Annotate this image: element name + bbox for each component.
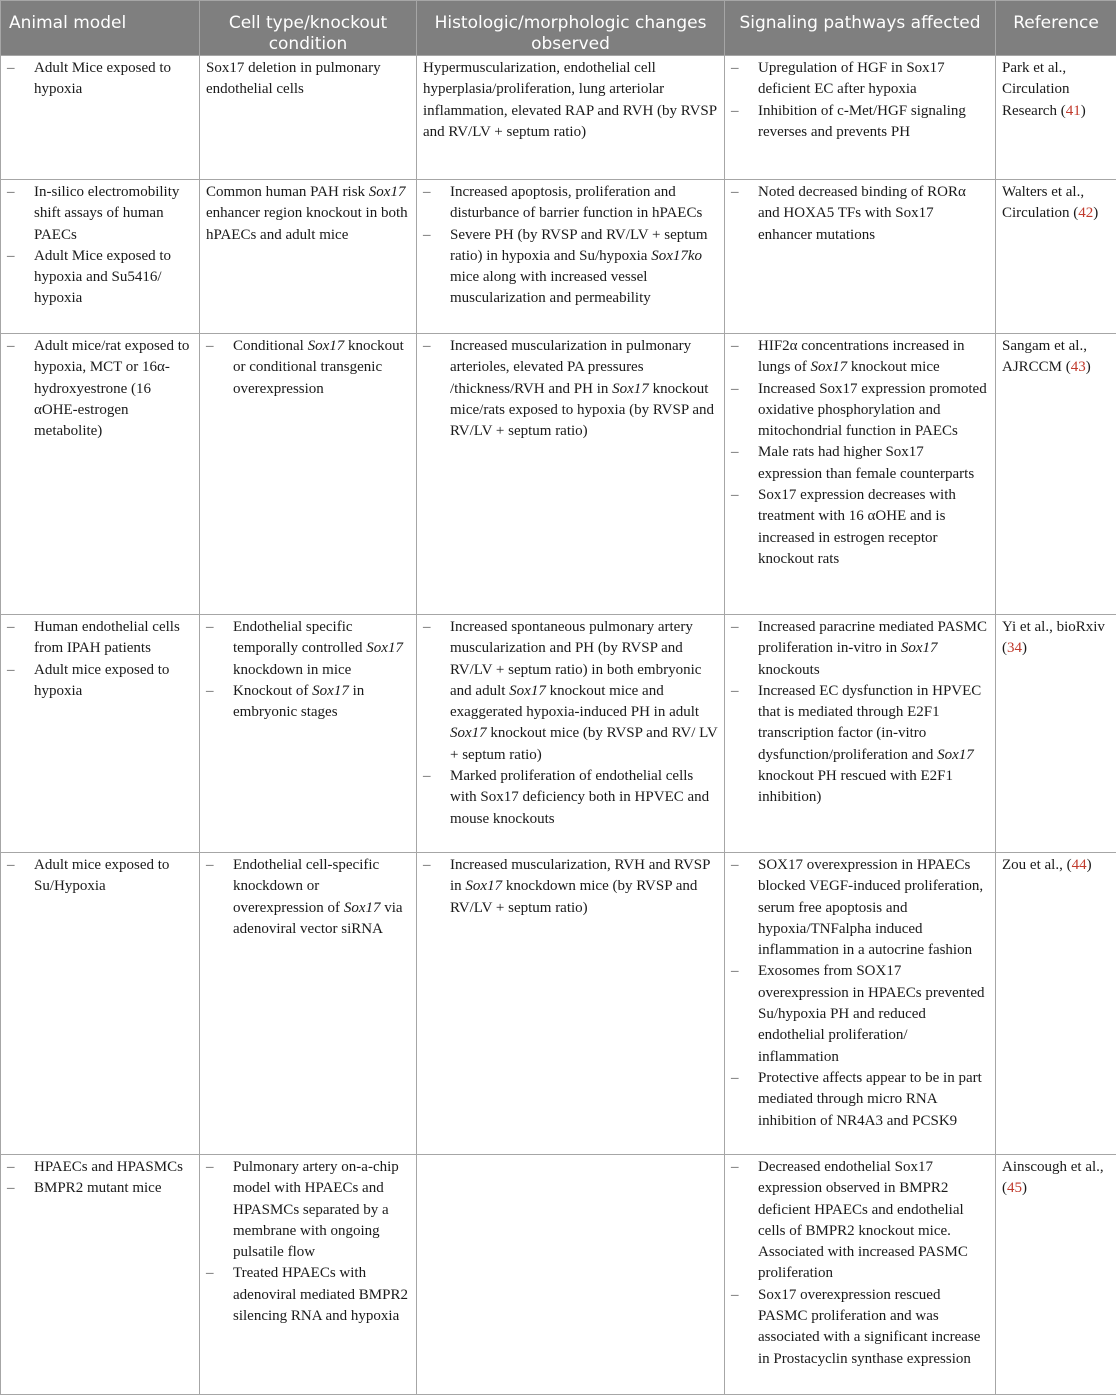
header-cell-type: Cell type/knockout condition bbox=[200, 1, 417, 56]
cell-type-text-part: enhancer region knockout in both hPAECs and adult mice bbox=[206, 205, 408, 242]
reference-text: Yi et al., bioRxiv ( bbox=[1002, 619, 1105, 656]
signaling-cell bbox=[725, 56, 996, 180]
cell-type-item: – Conditional Sox17 knockout or conditional transgenic overexpression bbox=[206, 336, 412, 400]
cell-type-cell bbox=[200, 56, 417, 180]
animal-model-item: – In-silico electromobility shift assays of human PAECs bbox=[7, 182, 195, 246]
reference-cell bbox=[996, 1155, 1116, 1395]
gene-name: Sox17 bbox=[308, 338, 345, 354]
gene-name: Sox17 bbox=[509, 683, 546, 699]
header-animal-model: Animal model bbox=[1, 1, 200, 56]
animal-model-cell bbox=[1, 180, 200, 334]
cell-type-cell bbox=[200, 853, 417, 1155]
cell-type-item: – Treated HPAECs with adenoviral mediated BMPR2 silencing RNA and hypoxia bbox=[206, 1263, 412, 1327]
cell-type-item: – Endothelial specific temporally controlled Sox17 knockdown in mice bbox=[206, 617, 412, 681]
histologic-cell bbox=[417, 334, 725, 615]
signaling-item: – Noted decreased binding of RORα and HOXA5 TFs with Sox17 enhancer mutations bbox=[731, 182, 991, 246]
animal-model-item: – HPAECs and HPASMCs bbox=[7, 1157, 195, 1178]
animal-model-item: – Adult mice exposed to hypoxia bbox=[7, 660, 195, 703]
gene-name: Sox17ko bbox=[651, 248, 702, 264]
reference-cell bbox=[996, 615, 1116, 853]
signaling-cell bbox=[725, 853, 996, 1155]
table-row bbox=[1, 1155, 1116, 1395]
gene-name: Sox17 bbox=[612, 381, 649, 397]
gene-name: Sox17 bbox=[901, 640, 938, 656]
signaling-cell bbox=[725, 615, 996, 853]
histologic-item: – Increased muscularization, RVH and RVSP in Sox17 knockdown mice (by RVSP and RV/LV + septum ratio) bbox=[423, 855, 720, 919]
cell-type-item: – Pulmonary artery on-a-chip model with HPAECs and HPASMCs separated by a membrane with ongoing pulsatile flow bbox=[206, 1157, 412, 1263]
signaling-item: – Increased EC dysfunction in HPVEC that is mediated through E2F1 transcription factor (in-vitro dysfunction/proliferation and Sox17 knockout PH rescued with E2F1 inhibition) bbox=[731, 681, 991, 809]
reference-close: ) bbox=[1022, 1180, 1027, 1196]
histologic-item: – Severe PH (by RVSP and RV/LV + septum ratio) in hypoxia and Su/hypoxia Sox17ko mice along with increased vessel muscularization and permeability bbox=[423, 225, 720, 310]
histologic-cell bbox=[417, 853, 725, 1155]
header-signaling: Signaling pathways affected bbox=[725, 1, 996, 56]
reference-cell bbox=[996, 180, 1116, 334]
histologic-cell bbox=[417, 56, 725, 180]
cell-type-cell bbox=[200, 334, 417, 615]
cell-type-cell bbox=[200, 1155, 417, 1395]
histologic-cell bbox=[417, 1155, 725, 1395]
cell-type-text-part: Common human PAH risk bbox=[206, 184, 369, 200]
reference-close: ) bbox=[1093, 205, 1098, 221]
reference-text: Walters et al., Circulation ( bbox=[1002, 184, 1084, 221]
cell-type-item: – Endothelial cell-specific knockdown or overexpression of Sox17 via adenoviral vector siRNA bbox=[206, 855, 412, 940]
table-row bbox=[1, 615, 1116, 853]
signaling-cell bbox=[725, 180, 996, 334]
animal-model-cell bbox=[1, 334, 200, 615]
reference-link[interactable]: 41 bbox=[1066, 103, 1081, 119]
gene-name: Sox17 bbox=[811, 359, 848, 375]
signaling-item: – Inhibition of c-Met/HGF signaling reverses and prevents PH bbox=[731, 101, 991, 144]
signaling-item: – Sox17 overexpression rescued PASMC proliferation and was associated with a significant increase in Prostacyclin synthase expression bbox=[731, 1285, 991, 1370]
animal-model-item: – Adult mice/rat exposed to hypoxia, MCT or 16α-hydroxyestrone (16 αOHE-estrogen metabolite) bbox=[7, 336, 195, 442]
cell-type-text bbox=[206, 182, 412, 246]
signaling-item: – Increased paracrine mediated PASMC proliferation in-vitro in Sox17 knockouts bbox=[731, 617, 991, 681]
header-histologic: Histologic/morphologic changes observed bbox=[417, 1, 725, 56]
signaling-item: – Increased Sox17 expression promoted oxidative phosphorylation and mitochondrial function in PAECs bbox=[731, 379, 991, 443]
animal-model-cell bbox=[1, 1155, 200, 1395]
gene-name: Sox17 bbox=[369, 184, 406, 200]
reference-link[interactable]: 45 bbox=[1007, 1180, 1022, 1196]
reference-link[interactable]: 34 bbox=[1007, 640, 1022, 656]
signaling-item: – HIF2α concentrations increased in lungs of Sox17 knockout mice bbox=[731, 336, 991, 379]
histologic-cell bbox=[417, 180, 725, 334]
reference-link[interactable]: 44 bbox=[1072, 857, 1087, 873]
animal-model-item: – Adult mice exposed to Su/Hypoxia bbox=[7, 855, 195, 898]
animal-model-cell bbox=[1, 56, 200, 180]
animal-model-item: – Human endothelial cells from IPAH patients bbox=[7, 617, 195, 660]
animal-model-item: – Adult Mice exposed to hypoxia bbox=[7, 58, 195, 101]
header-row bbox=[1, 1, 1116, 56]
signaling-cell bbox=[725, 1155, 996, 1395]
table-row bbox=[1, 334, 1116, 615]
signaling-cell bbox=[725, 334, 996, 615]
reference-close: ) bbox=[1022, 640, 1027, 656]
reference-text: Sangam et al., AJRCCM ( bbox=[1002, 338, 1087, 375]
gene-name: Sox17 bbox=[937, 747, 974, 763]
signaling-item: – Protective affects appear to be in part mediated through micro RNA inhibition of NR4A3 and PCSK9 bbox=[731, 1068, 991, 1132]
histologic-item: – Marked proliferation of endothelial cells with Sox17 deficiency both in HPVEC and mouse knockouts bbox=[423, 766, 720, 830]
animal-model-item: – BMPR2 mutant mice bbox=[7, 1178, 195, 1199]
histologic-item: – Increased muscularization in pulmonary arterioles, elevated PA pressures /thickness/RVH and PH in Sox17 knockout mice/rats exposed to hypoxia (by RVSP and RV/LV + septum ratio) bbox=[423, 336, 720, 442]
signaling-item: – Male rats had higher Sox17 expression than female counterparts bbox=[731, 442, 991, 485]
header-reference: Reference bbox=[996, 1, 1116, 56]
table-row bbox=[1, 56, 1116, 180]
reference-link[interactable]: 42 bbox=[1078, 205, 1093, 221]
reference-text: Ainscough et al., ( bbox=[1002, 1159, 1104, 1196]
signaling-item: – Sox17 expression decreases with treatment with 16 αOHE and is increased in estrogen receptor knockout rats bbox=[731, 485, 991, 570]
cell-type-text: Sox17 deletion in pulmonary endothelial cells bbox=[206, 58, 412, 101]
gene-name: Sox17 bbox=[312, 683, 349, 699]
reference-text: Zou et al., ( bbox=[1002, 857, 1072, 873]
histologic-item: – Increased spontaneous pulmonary artery muscularization and PH (by RVSP and RV/LV + septum ratio) in both embryonic and adult Sox17 knockout mice and exaggerated hypoxia-induced PH in adult Sox17 knockout mice (by RVSP and RV/ LV + septum ratio) bbox=[423, 617, 720, 766]
histologic-text: Hypermuscularization, endothelial cell hyperplasia/proliferation, lung arteriolar inflammation, elevated RAP and RVH (by RVSP and RV/LV + septum ratio) bbox=[423, 58, 720, 143]
histologic-item: – Increased apoptosis, proliferation and disturbance of barrier function in hPAECs bbox=[423, 182, 720, 225]
cell-type-cell bbox=[200, 180, 417, 334]
reference-cell bbox=[996, 334, 1116, 615]
cell-type-item: – Knockout of Sox17 in embryonic stages bbox=[206, 681, 412, 724]
gene-name: Sox17 bbox=[450, 725, 487, 741]
gene-name: Sox17 bbox=[344, 900, 381, 916]
gene-name: Sox17 bbox=[366, 640, 403, 656]
gene-name: Sox17 bbox=[465, 878, 502, 894]
histologic-cell bbox=[417, 615, 725, 853]
reference-cell bbox=[996, 56, 1116, 180]
signaling-item: – Upregulation of HGF in Sox17 deficient EC after hypoxia bbox=[731, 58, 991, 101]
table-row bbox=[1, 853, 1116, 1155]
signaling-item: – Exosomes from SOX17 overexpression in HPAECs prevented Su/hypoxia PH and reduced endothelial proliferation/ inflammation bbox=[731, 961, 991, 1067]
reference-link[interactable]: 43 bbox=[1071, 359, 1086, 375]
signaling-item: – Decreased endothelial Sox17 expression observed in BMPR2 deficient HPAECs and endothelial cells of BMPR2 knockout mice. Associated with increased PASMC proliferation bbox=[731, 1157, 991, 1285]
reference-cell bbox=[996, 853, 1116, 1155]
animal-model-item: – Adult Mice exposed to hypoxia and Su5416/ hypoxia bbox=[7, 246, 195, 310]
cell-type-cell bbox=[200, 615, 417, 853]
reference-close: ) bbox=[1081, 103, 1086, 119]
animal-model-cell bbox=[1, 615, 200, 853]
reference-close: ) bbox=[1086, 359, 1091, 375]
animal-model-cell bbox=[1, 853, 200, 1155]
table-row bbox=[1, 180, 1116, 334]
reference-close: ) bbox=[1087, 857, 1092, 873]
reference-text: Park et al., Circulation Research ( bbox=[1002, 60, 1070, 119]
signaling-item: – SOX17 overexpression in HPAECs blocked VEGF-induced proliferation, serum free apoptosis and hypoxia/TNFalpha induced inflammation in a autocrine fashion bbox=[731, 855, 991, 961]
